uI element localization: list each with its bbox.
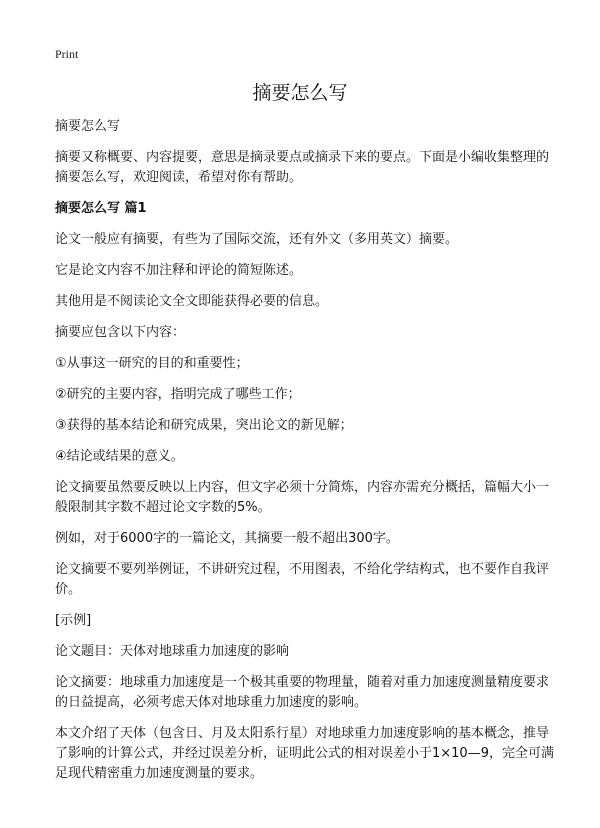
list-item-3: ③获得的基本结论和研究成果，突出论文的新见解； bbox=[55, 418, 353, 433]
page-title: 摘要怎么写 bbox=[252, 82, 348, 104]
print-label: Print bbox=[55, 47, 79, 61]
list-item-1: ①从事这一研究的目的和重要性； bbox=[55, 356, 249, 371]
document-body bbox=[55, 117, 555, 795]
list-item-4: ④结论或结果的意义。 bbox=[55, 449, 184, 464]
doc-subtitle: 摘要怎么写 bbox=[55, 119, 121, 134]
example-abstract: 论文摘要：地球重力加速度是一个极其重要的物理量，随着对重力加速度测量精度要求的日益提高，必须考虑天体对地球重力加速度的影响。 bbox=[55, 675, 550, 710]
example-label: [示例] bbox=[55, 613, 92, 628]
section-heading: 摘要怎么写 篇1 bbox=[55, 201, 147, 216]
paragraph-2: 它是论文内容不加注释和评论的简短陈述。 bbox=[55, 263, 303, 278]
paragraph-3: 其他用是不阅读论文全文即能获得必要的信息。 bbox=[55, 294, 329, 309]
list-item-2: ②研究的主要内容，指明完成了哪些工作； bbox=[55, 387, 301, 402]
intro-paragraph: 摘要又称概要、内容提要，意思是摘录要点或摘录下来的要点。下面是小编收集整理的摘要怎么写，欢迎阅读，希望对你有帮助。 bbox=[55, 150, 550, 185]
paragraph-1: 论文一般应有摘要，有些为了国际交流，还有外文（多用英文）摘要。 bbox=[55, 232, 459, 247]
paragraph-6: 例如，对于6000字的一篇论文，其摘要一般不超出300字。 bbox=[55, 531, 399, 546]
example-body: 本文介绍了天体（包含日、月及太阳系行星）对地球重力加速度影响的基本概念，推导了影响的计算公式，并经过误差分析，证明此公式的相对误差小于1×10—9，完全可满足现代精密重力加速度测量的要求。 bbox=[55, 726, 554, 781]
example-title: 论文题目：天体对地球重力加速度的影响 bbox=[55, 644, 290, 659]
paragraph-7: 论文摘要不要列举例证，不讲研究过程，不用图表，不给化学结构式，也不要作自我评价。 bbox=[55, 562, 550, 597]
paragraph-4: 摘要应包含以下内容： bbox=[55, 325, 186, 340]
paragraph-5: 论文摘要虽然要反映以上内容，但文字必须十分简炼，内容亦需充分概括，篇幅大小一般限制其字数不超过论文字数的5%。 bbox=[55, 480, 550, 515]
